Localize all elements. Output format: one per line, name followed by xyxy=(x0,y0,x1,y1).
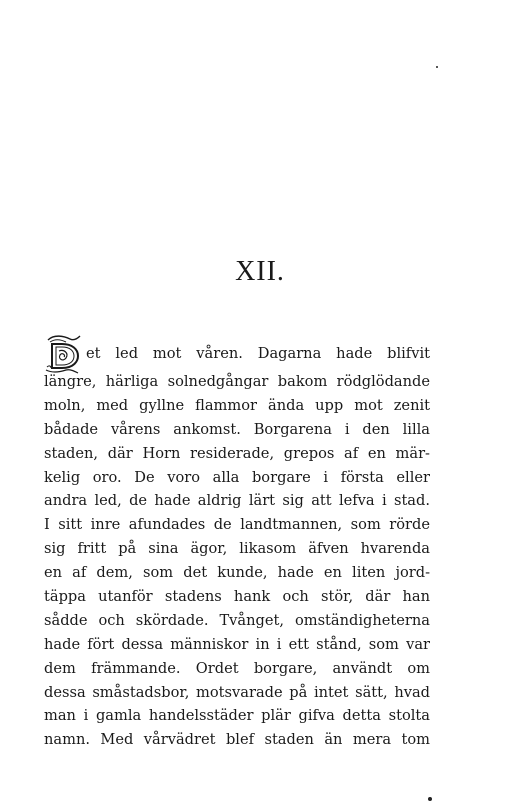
text-line: staden, där Horn residerade, grepos af en mär- xyxy=(44,444,430,462)
text-line: sådde och skördade. Tvånget, omständigheterna xyxy=(44,611,430,629)
text-line: dem främmande. Ordet borgare, användt om xyxy=(44,659,430,677)
text-line: hade fört dessa människor in i ett stånd, som var xyxy=(44,635,430,653)
chapter-paragraph xyxy=(44,334,430,752)
text-line: andra led, de hade aldrig lärt sig att lefva i stad. xyxy=(44,492,430,510)
first-line-text xyxy=(86,342,430,370)
text-line: längre, härliga solnedgångar bakom rödglödande xyxy=(44,373,430,390)
text-line: kelig oro. De voro alla borgare i första eller xyxy=(44,468,430,486)
paragraph-first-line xyxy=(44,334,430,370)
text-line: täppa utanför stadens hank och stör, där han xyxy=(44,588,430,606)
text-line: bådade vårens ankomst. Borgarena i den lilla xyxy=(44,420,430,438)
chapter-heading: XII. xyxy=(235,256,285,287)
text-line: sig fritt på sina ägor, likasom äfven hvarenda xyxy=(44,540,430,558)
text-line: dessa småstadsbor, motsvarade på intet sätt, hvad xyxy=(44,683,430,701)
paragraph-lines xyxy=(44,370,430,752)
ornamental-initial-icon xyxy=(44,334,84,374)
text-line: moln, med gyllne flammor ända upp mot zenit xyxy=(44,396,430,414)
ink-speck xyxy=(428,797,432,801)
text-line: namn. Med vårvädret blef staden än mera tom xyxy=(44,731,430,749)
first-line-content: et led mot våren. Dagarna hade blifvit xyxy=(86,345,430,363)
text-line: man i gamla handelsstäder plär gifva detta stolta xyxy=(44,707,430,725)
ink-speck xyxy=(436,66,438,68)
text-line: en af dem, som det kunde, hade en liten jord- xyxy=(44,564,430,582)
text-line: I sitt inre afundades de landtmannen, som rörde xyxy=(44,516,430,534)
